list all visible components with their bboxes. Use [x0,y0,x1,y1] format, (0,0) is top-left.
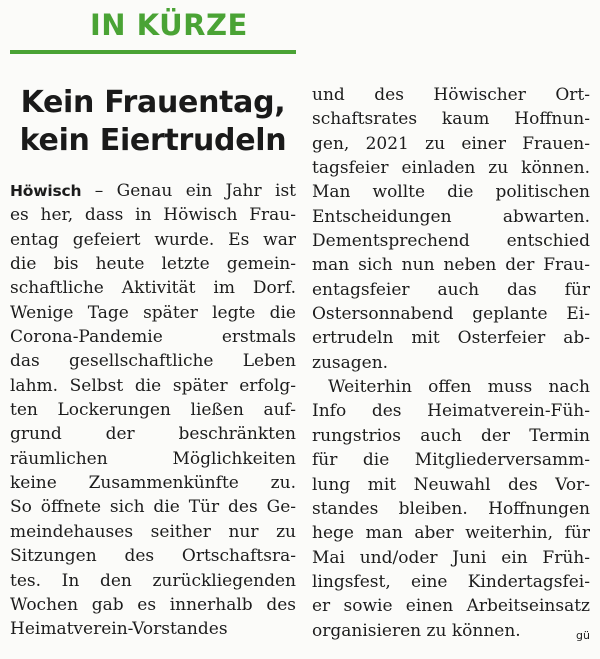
body-line: keine Zusammenkünfte zu. [10,473,296,494]
body-line [10,179,296,203]
body-line: Sitzungen des Ortschaftsra- [10,546,296,567]
body-line: und des Höwischer Ort- [312,85,590,105]
body-line: das gesellschaftliche Leben [10,351,296,372]
body-line: Man wollte die politischen [312,182,590,203]
body-line: zusagen. [312,352,389,373]
body-line: tagsfeier einladen zu können. [312,158,590,179]
body-line: Wenige Tage später legte die [10,302,296,323]
body-line: Ostersonnabend geplante Ei- [312,304,590,325]
body-line: Weiterhin offen muss nach [328,377,590,398]
body-line: Entscheidungen abwarten. [312,206,590,227]
headline-line-1: Kein Frauentag, [20,85,286,120]
body-line: ten Lockerungen ließen auf- [10,400,296,421]
body-line: Corona-Pandemie erstmals [10,327,296,348]
body-line: er sowie einen Arbeitseinsatz [312,596,590,617]
body-line: Wochen gab es innerhalb des [10,594,296,615]
body-line: tes. In den zurückliegenden [10,570,296,591]
body-line: entag gefeiert wurde. Es war [10,229,296,250]
body-line: Heimatverein-Vorstandes [10,619,228,640]
body-line: entagsfeier auch das für [312,279,590,300]
article-column-2 [312,83,590,648]
dateline: Höwisch [10,182,82,200]
body-line: es her, dass in Höwisch Frau- [10,205,296,226]
body-line: schaftliche Aktivität im Dorf. [10,278,296,299]
article-headline [10,84,296,160]
body-line: schaftsrates kaum Hoffnun- [312,109,590,130]
headline-line-2: kein Eiertrudeln [19,123,287,158]
body-line: grund der beschränkten [10,424,296,445]
kicker-rule [10,50,296,54]
section-kicker: IN KÜRZE [90,8,248,42]
author-initials: gü [576,628,590,642]
body-line: räumlichen Möglichkeiten [10,448,296,469]
body-line: ertrudeln mit Osterfeier ab- [312,328,590,349]
body-line: Info des Heimatverein-Füh- [312,401,590,422]
body-line: Mai und/oder Juni ein Früh- [312,547,590,568]
body-line: standes bleiben. Hoffnungen [312,498,590,519]
body-line: So öffnete sich die Tür des Ge- [10,497,296,518]
body-line: Dementsprechend entschied [312,231,590,252]
body-line: für die Mitgliederversamm- [312,450,590,471]
body-line: die bis heute letzte gemein- [10,254,296,275]
body-line: organisieren zu können. [312,620,521,641]
body-line: gen, 2021 zu einer Frauen- [312,133,590,154]
final-line [312,619,590,643]
body-line: rungstrios auch der Termin [312,425,590,446]
body-line: lingsfest, eine Kindertagsfei- [312,571,590,592]
body-line: lung mit Neuwahl des Vor- [312,474,590,495]
body-line: man sich nun neben der Frau- [312,255,590,276]
article-column-1 [10,179,296,642]
body-line: meindehauses seither nur zu [10,521,296,542]
body-line-text: – Genau ein Jahr ist [94,181,296,201]
body-line: lahm. Selbst die später erfolg- [10,375,296,396]
body-line: hege man aber weiterhin, für [312,523,590,544]
